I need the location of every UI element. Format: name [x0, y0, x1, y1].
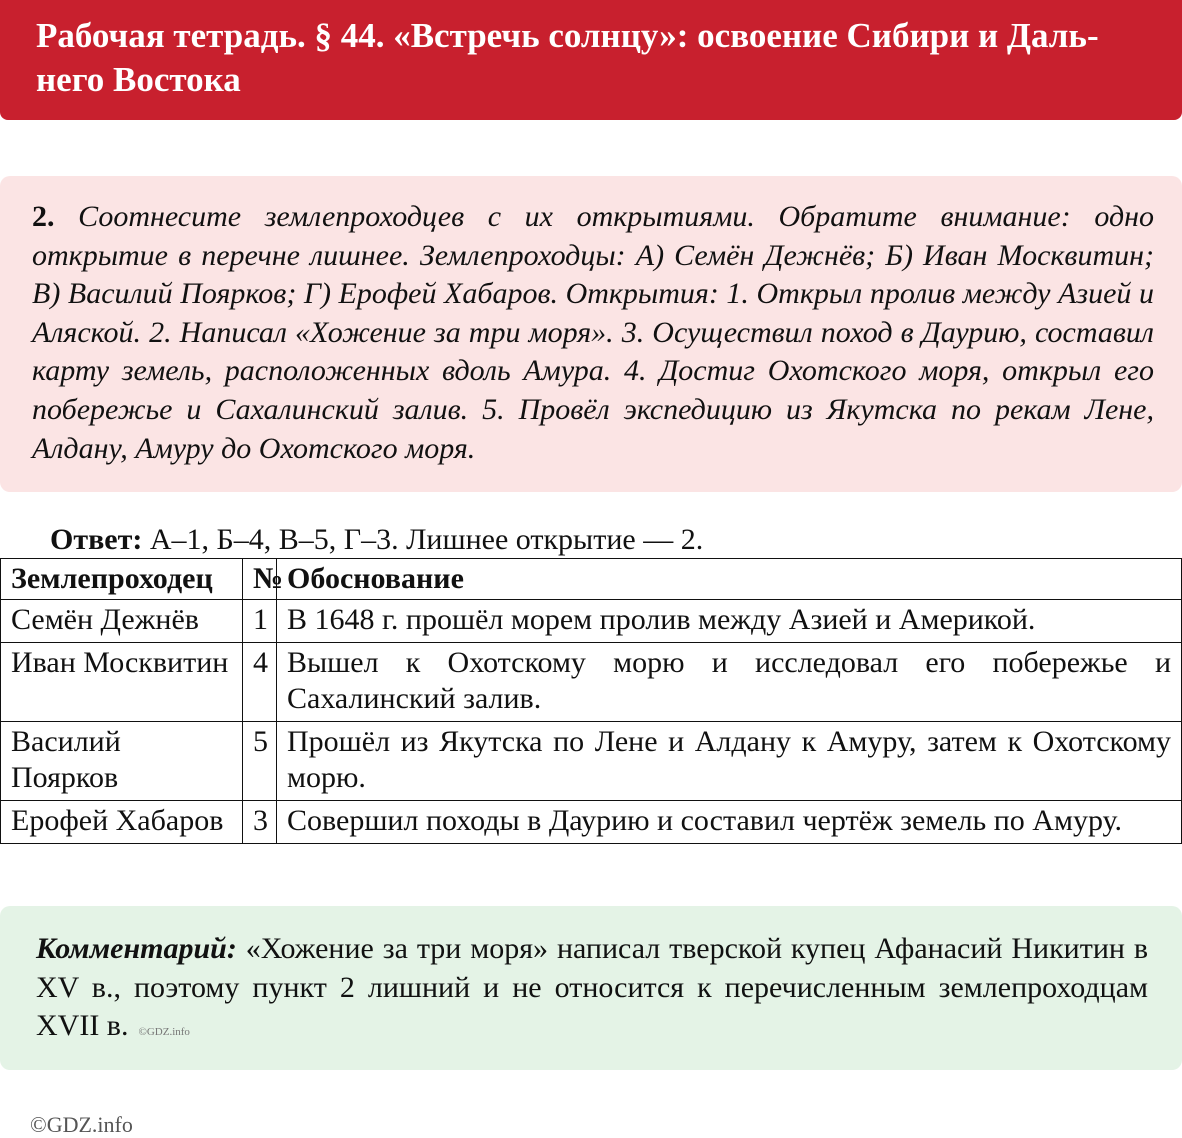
task-text [32, 198, 1154, 468]
task-body: Соотнесите землепроходцев с их открытиями. Обратите внимание: одно открытие в перечне лишнее. Землепроходцы: А) Семён Дежнёв; Б) Иван Москвитин; В) Василий Поярков; Г) Ерофей Хабаров. Открытия: 1. Открыл пролив между Азией и Аляской. 2. Написал «Хожение за три моря». 3. Осуществил поход в Даурию, составил карту земель, расположенных вдоль Амура. 4. Достиг Охотского моря, открыл его побережье и Сахалинский залив. 5. Провёл экспедицию из Якутска по рекам Лене, Алдану, Амуру до Охотского моря. [32, 200, 1155, 465]
comment-stamp: ©GDZ.info [138, 1026, 190, 1039]
table-row [1, 600, 1182, 643]
number-cell: 3 [243, 801, 277, 844]
table-row [1, 722, 1182, 801]
number-cell: 4 [243, 643, 277, 722]
answer-text: А–1, Б–4, В–5, Г–3. Лишнее открытие — 2. [149, 523, 704, 556]
explorer-cell: Иван Москвитин [1, 643, 243, 722]
column-header-number: № [243, 559, 277, 600]
task-number: 2. [32, 200, 55, 233]
reason-cell: Прошёл из Якутска по Лене и Алдану к Амуру, затем к Охотскому морю. [277, 722, 1182, 801]
explorers-table [0, 558, 1182, 844]
comment-body: «Хожение за три моря» написал тверской купец Афанасий Никитин в XV в., поэтому пункт 2 лишний и не относится к перечисленным землепроходцам XVII в. [36, 932, 1148, 1043]
number-cell: 5 [243, 722, 277, 801]
footer-copyright: ©GDZ.info [30, 1112, 133, 1137]
answer-label: Ответ: [50, 523, 143, 556]
column-header-reason: Обоснование [277, 559, 1182, 600]
explorer-cell: Василий Поярков [1, 722, 243, 801]
number-cell: 1 [243, 600, 277, 643]
comment-label: Комментарий: [36, 932, 237, 965]
explorer-cell: Семён Дежнёв [1, 600, 243, 643]
column-header-explorer: Землепроходец [1, 559, 243, 600]
explorer-cell: Ерофей Хабаров [1, 801, 243, 844]
table-row [1, 643, 1182, 722]
reason-cell: В 1648 г. прошёл морем пролив между Азией и Америкой. [277, 600, 1182, 643]
answer-line [50, 520, 703, 560]
page-title: Рабочая тетрадь. § 44. «Встречь солнцу»: освоение Сибири и Даль- него Востока [36, 16, 1099, 99]
page-header [0, 0, 1182, 120]
table-row [1, 801, 1182, 844]
reason-cell: Вышел к Охотскому морю и исследовал его побережье и Сахалинский залив. [277, 643, 1182, 722]
comment-text [36, 930, 1148, 1052]
reason-cell: Совершил походы в Даурию и составил чертёж земель по Амуру. [277, 801, 1182, 844]
table-header-row [1, 559, 1182, 600]
